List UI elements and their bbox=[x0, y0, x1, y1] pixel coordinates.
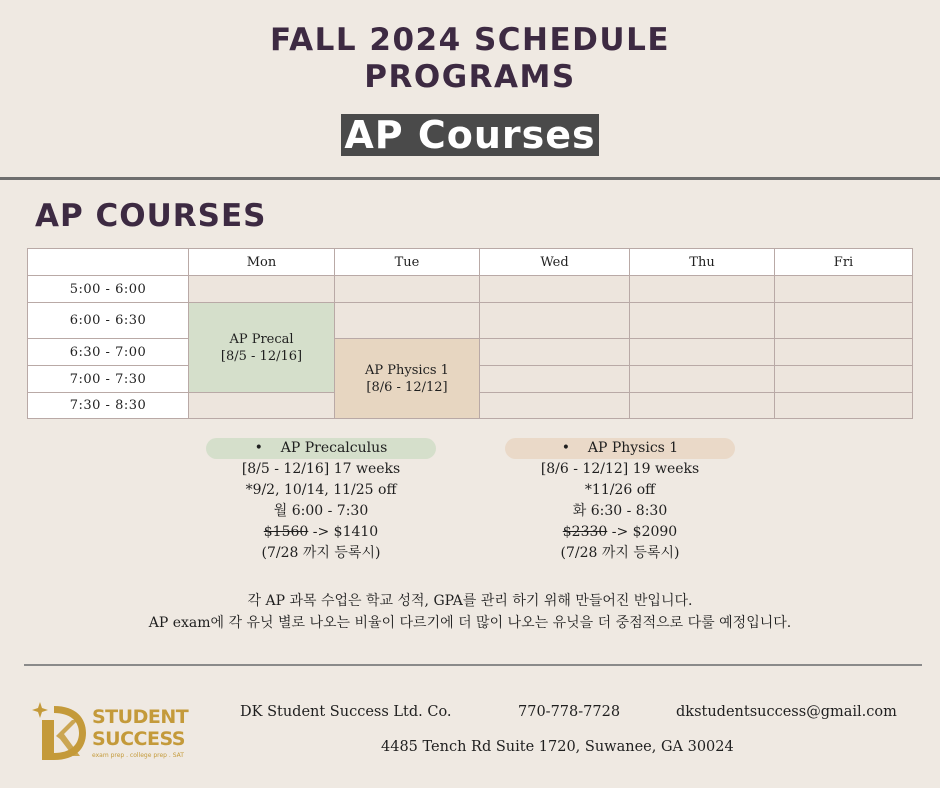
empty-cell bbox=[629, 392, 775, 419]
title-line-2: PROGRAMS bbox=[364, 59, 576, 95]
course-deadline: (7/28 까지 등록시) bbox=[560, 545, 680, 561]
old-price: $1560 bbox=[263, 524, 309, 540]
company-logo bbox=[32, 698, 202, 764]
empty-cell bbox=[629, 365, 775, 393]
course-title-pill: • AP Physics 1 bbox=[505, 438, 735, 459]
empty-cell bbox=[479, 275, 630, 303]
logo-tagline: exam prep . college prep . SAT bbox=[92, 752, 184, 759]
logo-text-student: STUDENT bbox=[92, 706, 189, 728]
course-note bbox=[0, 590, 940, 634]
day-header-tue: Tue bbox=[334, 248, 480, 276]
empty-cell bbox=[629, 302, 775, 339]
empty-cell bbox=[774, 275, 913, 303]
note-line-2: AP exam에 각 유닛 별로 나오는 비율이 다르기에 더 많이 나오는 유닛을 더 중점적으로 다룰 예정입니다. bbox=[148, 615, 792, 631]
page-title bbox=[0, 22, 940, 96]
phone-number: 770-778-7728 bbox=[518, 704, 621, 720]
empty-cell bbox=[774, 392, 913, 419]
empty-cell bbox=[629, 338, 775, 366]
block-course-name: AP Physics 1 bbox=[365, 362, 449, 378]
time-slot: 7:30 - 8:30 bbox=[27, 392, 189, 419]
block-course-name: AP Precal bbox=[229, 331, 294, 347]
ap-physics-block bbox=[334, 338, 480, 419]
day-header-mon: Mon bbox=[188, 248, 335, 276]
course-deadline: (7/28 까지 등록시) bbox=[261, 545, 381, 561]
logo-text-success: SUCCESS bbox=[92, 728, 185, 750]
course-title: AP Precalculus bbox=[280, 440, 388, 456]
time-slot: 6:30 - 7:00 bbox=[27, 338, 189, 366]
course-weeks: [8/6 - 12/12] 19 weeks bbox=[540, 461, 700, 477]
empty-cell bbox=[188, 392, 335, 419]
course-time: 월 6:00 - 7:30 bbox=[273, 503, 369, 519]
empty-cell bbox=[479, 392, 630, 419]
empty-cell bbox=[479, 338, 630, 366]
corner-cell bbox=[27, 248, 189, 276]
empty-cell bbox=[479, 365, 630, 393]
day-header-wed: Wed bbox=[479, 248, 630, 276]
ap-precal-block bbox=[188, 302, 335, 393]
new-price: -> $2090 bbox=[611, 524, 678, 540]
email-address: dkstudentsuccess@gmail.com bbox=[676, 704, 897, 720]
dk-logo-icon bbox=[32, 698, 90, 764]
course-detail-precalculus bbox=[206, 438, 436, 564]
top-divider bbox=[0, 177, 940, 180]
course-off-days: *9/2, 10/14, 11/25 off bbox=[245, 482, 397, 498]
course-weeks: [8/5 - 12/16] 17 weeks bbox=[241, 461, 401, 477]
course-price bbox=[206, 522, 436, 543]
title-banner bbox=[0, 114, 940, 156]
empty-cell bbox=[774, 302, 913, 339]
block-course-dates: [8/5 - 12/16] bbox=[220, 348, 303, 364]
time-slot: 5:00 - 6:00 bbox=[27, 275, 189, 303]
course-time: 화 6:30 - 8:30 bbox=[572, 503, 668, 519]
day-header-fri: Fri bbox=[774, 248, 913, 276]
empty-cell bbox=[774, 338, 913, 366]
empty-cell bbox=[774, 365, 913, 393]
bottom-divider bbox=[24, 664, 922, 666]
empty-cell bbox=[188, 275, 335, 303]
course-off-days: *11/26 off bbox=[584, 482, 656, 498]
old-price: $2330 bbox=[562, 524, 608, 540]
block-course-dates: [8/6 - 12/12] bbox=[366, 379, 448, 395]
title-line-1: FALL 2024 SCHEDULE bbox=[269, 22, 670, 58]
street-address: 4485 Tench Rd Suite 1720, Suwanee, GA 30024 bbox=[381, 739, 734, 755]
empty-cell bbox=[479, 302, 630, 339]
section-title: AP COURSES bbox=[35, 198, 267, 234]
course-title: AP Physics 1 bbox=[587, 440, 679, 456]
time-slot: 7:00 - 7:30 bbox=[27, 365, 189, 393]
banner-text: AP Courses bbox=[341, 114, 598, 156]
company-name: DK Student Success Ltd. Co. bbox=[240, 704, 452, 720]
course-price bbox=[505, 522, 735, 543]
course-detail-physics bbox=[505, 438, 735, 564]
day-header-thu: Thu bbox=[629, 248, 775, 276]
time-slot: 6:00 - 6:30 bbox=[27, 302, 189, 339]
empty-cell bbox=[334, 275, 480, 303]
empty-cell bbox=[629, 275, 775, 303]
empty-cell bbox=[334, 302, 480, 339]
course-title-pill: • AP Precalculus bbox=[206, 438, 436, 459]
schedule-table bbox=[27, 248, 913, 419]
note-line-1: 각 AP 과목 수업은 학교 성적, GPA를 관리 하기 위해 만들어진 반입니다. bbox=[247, 593, 693, 609]
new-price: -> $1410 bbox=[312, 524, 379, 540]
